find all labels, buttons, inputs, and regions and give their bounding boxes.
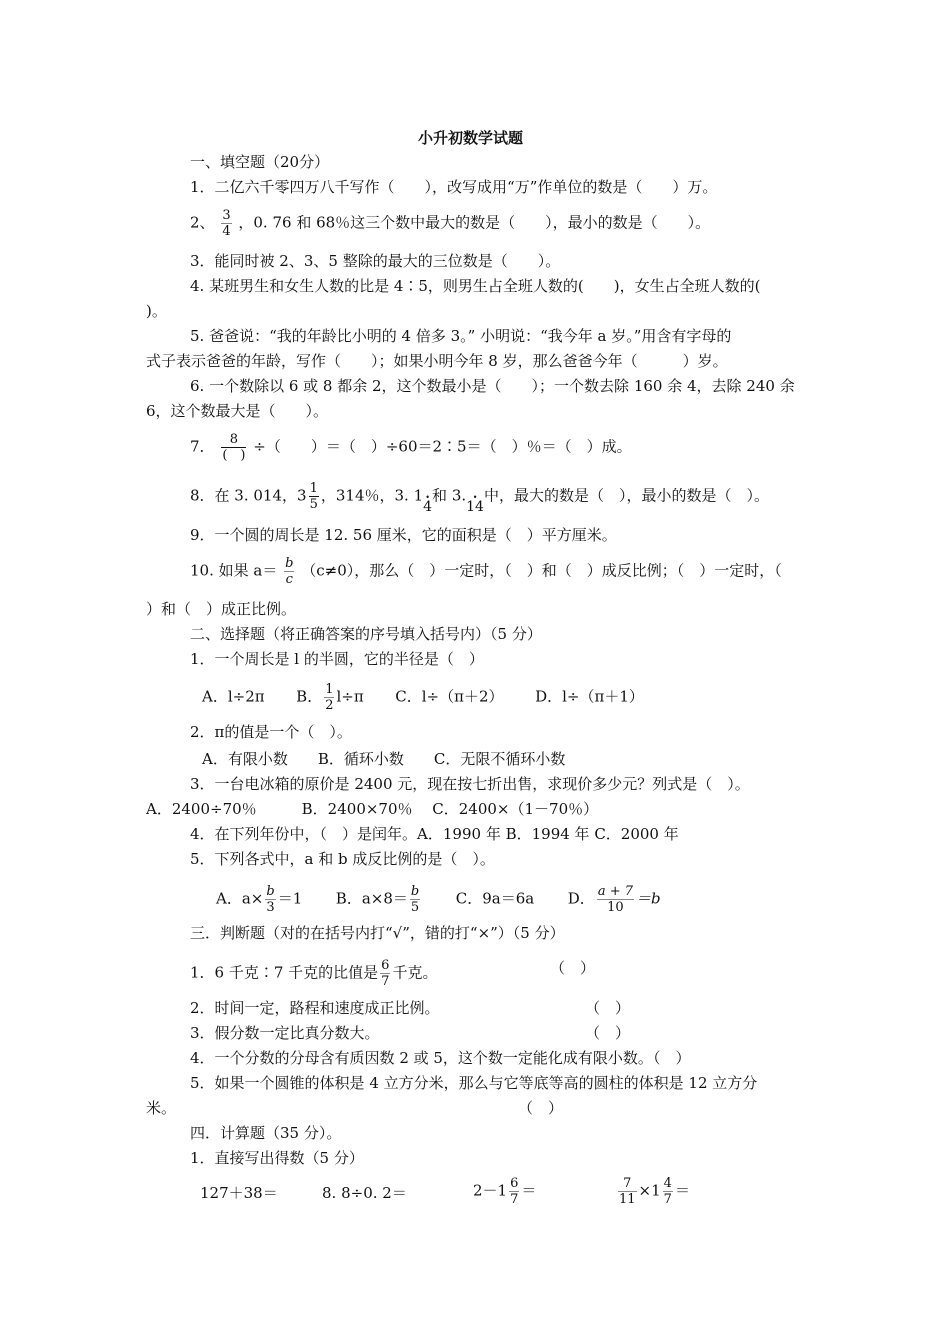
option-c: C．l÷（π＋2） bbox=[395, 687, 504, 706]
numerator: 6 bbox=[381, 958, 390, 973]
option-d-text: ＝b bbox=[636, 889, 661, 908]
calc-text: ×1 bbox=[638, 1181, 661, 1200]
question-3-5-cont: 米。 bbox=[146, 1099, 177, 1117]
question-2-5: 5．下列各式中，a 和 b 成反比例的是（ ）。 bbox=[190, 850, 495, 868]
question-text: 千克。 bbox=[392, 963, 438, 982]
question-3-3: 3．假分数一定比真分数大。 bbox=[190, 1024, 380, 1042]
question-2-1: 1．一个周长是 l 的半圆，它的半径是（ ） bbox=[190, 650, 484, 668]
numerator: 1 bbox=[325, 682, 334, 697]
question-2-2-options: A．有限小数 B．循环小数 C．无限不循环小数 bbox=[202, 750, 566, 768]
question-text: 10. 如果 a＝ bbox=[190, 561, 278, 580]
denominator: 10 bbox=[607, 900, 624, 915]
answer-bracket[interactable]: （ ） bbox=[585, 999, 631, 1017]
fraction bbox=[221, 432, 246, 463]
calc-item-1: 127＋38＝ bbox=[200, 1184, 278, 1202]
calc-item-2: 8. 8÷0. 2＝ bbox=[322, 1184, 407, 1202]
denominator: 5 bbox=[309, 497, 318, 512]
calc-item-4 bbox=[616, 1176, 690, 1207]
option-b: B．a×8＝ bbox=[335, 889, 408, 908]
calc-text: ＝ bbox=[521, 1181, 537, 1200]
question-2-4: 4．在下列年份中，（ ）是闰年。A．1990 年 B．1994 年 C．2000 年 bbox=[190, 825, 679, 843]
question-1-10 bbox=[190, 556, 782, 587]
page-title: 小升初数学试题 bbox=[418, 129, 524, 147]
option-c: C．9a＝6a bbox=[455, 889, 535, 908]
numerator: 8 bbox=[221, 432, 246, 448]
section-heading-choice: 二、选择题（将正确答案的序号填入括号内）（5 分） bbox=[190, 625, 542, 643]
question-1-1: 1．二亿六千零四万八千写作（ ），改写成用“万”作单位的数是（ ）万。 bbox=[190, 178, 718, 196]
question-1-9: 9．一个圆的周长是 12. 56 厘米，它的面积是（ ）平方厘米。 bbox=[190, 526, 617, 544]
denominator: 2 bbox=[325, 698, 334, 713]
numerator: 7 bbox=[618, 1176, 637, 1192]
calc-text: ＝ bbox=[674, 1181, 690, 1200]
numerator: b bbox=[410, 884, 420, 899]
option-a-text: ＝1 bbox=[277, 889, 303, 908]
denominator: 7 bbox=[381, 974, 390, 989]
section-heading-fill-blank: 一、填空题（20分） bbox=[190, 153, 330, 171]
denominator: ( ) bbox=[222, 448, 246, 463]
question-1-4-cont: )。 bbox=[146, 302, 167, 320]
question-1-4: 4. 某班男生和女生人数的比是 4∶5，则男生占全班人数的( )，女生占全班人数的( bbox=[190, 277, 761, 295]
question-3-5: 5．如果一个圆锥的体积是 4 立方分米，那么与它等底等高的圆柱的体积是 12 立方分 bbox=[190, 1074, 758, 1092]
question-2-3: 3．一台电冰箱的原价是 2400 元，现在按七折出售，求现价多少元？列式是（ ）。 bbox=[190, 775, 750, 793]
denominator: 7 bbox=[663, 1192, 672, 1207]
numerator: 1 bbox=[309, 481, 318, 496]
question-1-5: 5. 爸爸说：“我的年龄比小明的 4 倍多 3。” 小明说：“我今年 a 岁。”用含有字母的 bbox=[190, 327, 732, 345]
numerator: b bbox=[266, 884, 275, 899]
question-2-2: 2．π的值是一个（ ）。 bbox=[190, 723, 352, 741]
question-text: ，0. 76 和 68％这三个数中最大的数是（ ），最小的数是（ ）。 bbox=[238, 213, 711, 232]
answer-bracket[interactable]: （ ） bbox=[550, 959, 596, 977]
question-3-1 bbox=[190, 958, 437, 989]
fraction bbox=[265, 884, 275, 915]
denominator: 11 bbox=[619, 1192, 636, 1207]
question-4-1: 1．直接写出得数（5 分） bbox=[190, 1149, 364, 1167]
fraction bbox=[380, 958, 390, 989]
fraction bbox=[663, 1176, 673, 1207]
fraction bbox=[597, 884, 634, 915]
fraction bbox=[309, 481, 319, 512]
question-text: 8．在 3. 014，3 bbox=[190, 486, 307, 505]
question-text: 1．6 千克∶7 千克的比值是 bbox=[190, 963, 379, 982]
option-a: A．a× bbox=[216, 889, 264, 908]
answer-bracket[interactable]: （ ） bbox=[585, 1024, 631, 1042]
question-3-2: 2．时间一定，路程和速度成正比例。 bbox=[190, 999, 440, 1017]
fraction bbox=[509, 1176, 519, 1207]
denominator: 3 bbox=[266, 900, 275, 915]
option-b: B． bbox=[296, 687, 323, 706]
question-1-3: 3．能同时被 2、3、5 整除的最大的三位数是（ ）。 bbox=[190, 252, 561, 270]
option-b-text: l÷π bbox=[336, 687, 364, 706]
numerator: a + 7 bbox=[597, 884, 633, 899]
question-1-7 bbox=[190, 432, 632, 463]
question-text: （c≠0），那么（ ）一定时，（ ）和（ ）成反比例；（ ）一定时，（ bbox=[301, 561, 782, 580]
section-heading-calc: 四．计算题（35 分）。 bbox=[190, 1124, 342, 1142]
question-text: ，314％，3. 1 bbox=[320, 486, 424, 505]
answer-bracket[interactable]: （ ） bbox=[518, 1099, 564, 1117]
question-text: 7． bbox=[190, 437, 215, 456]
repeating-digits: 14 • bbox=[466, 497, 484, 517]
option-a: A．l÷2π bbox=[202, 687, 265, 706]
question-text: ÷（ ）＝（ ）÷60＝2∶5＝（ ）％＝（ ）成。 bbox=[253, 437, 632, 456]
question-1-5-cont: 式子表示爸爸的年龄，写作（ ）；如果小明今年 8 岁，那么爸爸今年（ ）岁。 bbox=[146, 352, 728, 370]
question-1-6: 6. 一个数除以 6 或 8 都余 2，这个数最小是（ ）；一个数去除 160 余 4，去除 240 余 bbox=[190, 377, 795, 395]
question-2-1-options bbox=[202, 682, 644, 713]
denominator: 7 bbox=[510, 1192, 519, 1207]
option-d: D．l÷（π＋1） bbox=[535, 687, 644, 706]
calc-item-3 bbox=[473, 1176, 536, 1207]
question-2-5-options bbox=[216, 884, 661, 915]
question-text: 中，最大的数是（ ），最小的数是（ ）。 bbox=[483, 486, 769, 505]
question-text: 2、 bbox=[190, 213, 215, 232]
numerator: 3 bbox=[222, 208, 231, 223]
denominator: c bbox=[285, 572, 293, 587]
fraction bbox=[284, 556, 294, 587]
numerator: b bbox=[285, 556, 294, 571]
denominator: 4 bbox=[222, 224, 231, 239]
numerator: 4 bbox=[663, 1176, 672, 1191]
question-3-4: 4．一个分数的分母含有质因数 2 或 5，这个数一定能化成有限小数。（ ） bbox=[190, 1049, 691, 1067]
option-d: D． bbox=[567, 889, 595, 908]
repeating-digit: 4 • bbox=[423, 497, 432, 517]
question-1-2 bbox=[190, 208, 710, 239]
section-heading-judge: 三．判断题（对的在括号内打“√”，错的打“×”）（5 分） bbox=[190, 924, 565, 942]
fraction bbox=[618, 1176, 637, 1207]
question-text: 和 3. bbox=[432, 486, 467, 505]
numerator: 6 bbox=[510, 1176, 519, 1191]
fraction bbox=[410, 884, 420, 915]
question-1-6-cont: 6，这个数最大是（ ）。 bbox=[146, 402, 329, 420]
question-1-8 bbox=[190, 481, 769, 517]
calc-text: 2－1 bbox=[473, 1181, 508, 1200]
denominator: 5 bbox=[410, 900, 420, 915]
fraction bbox=[324, 682, 334, 713]
question-2-3-options: A．2400÷70％ B．2400×70％ C．2400×（1－70％） bbox=[146, 800, 599, 818]
question-1-10-cont: ）和（ ）成正比例。 bbox=[146, 600, 297, 618]
fraction bbox=[221, 208, 231, 239]
